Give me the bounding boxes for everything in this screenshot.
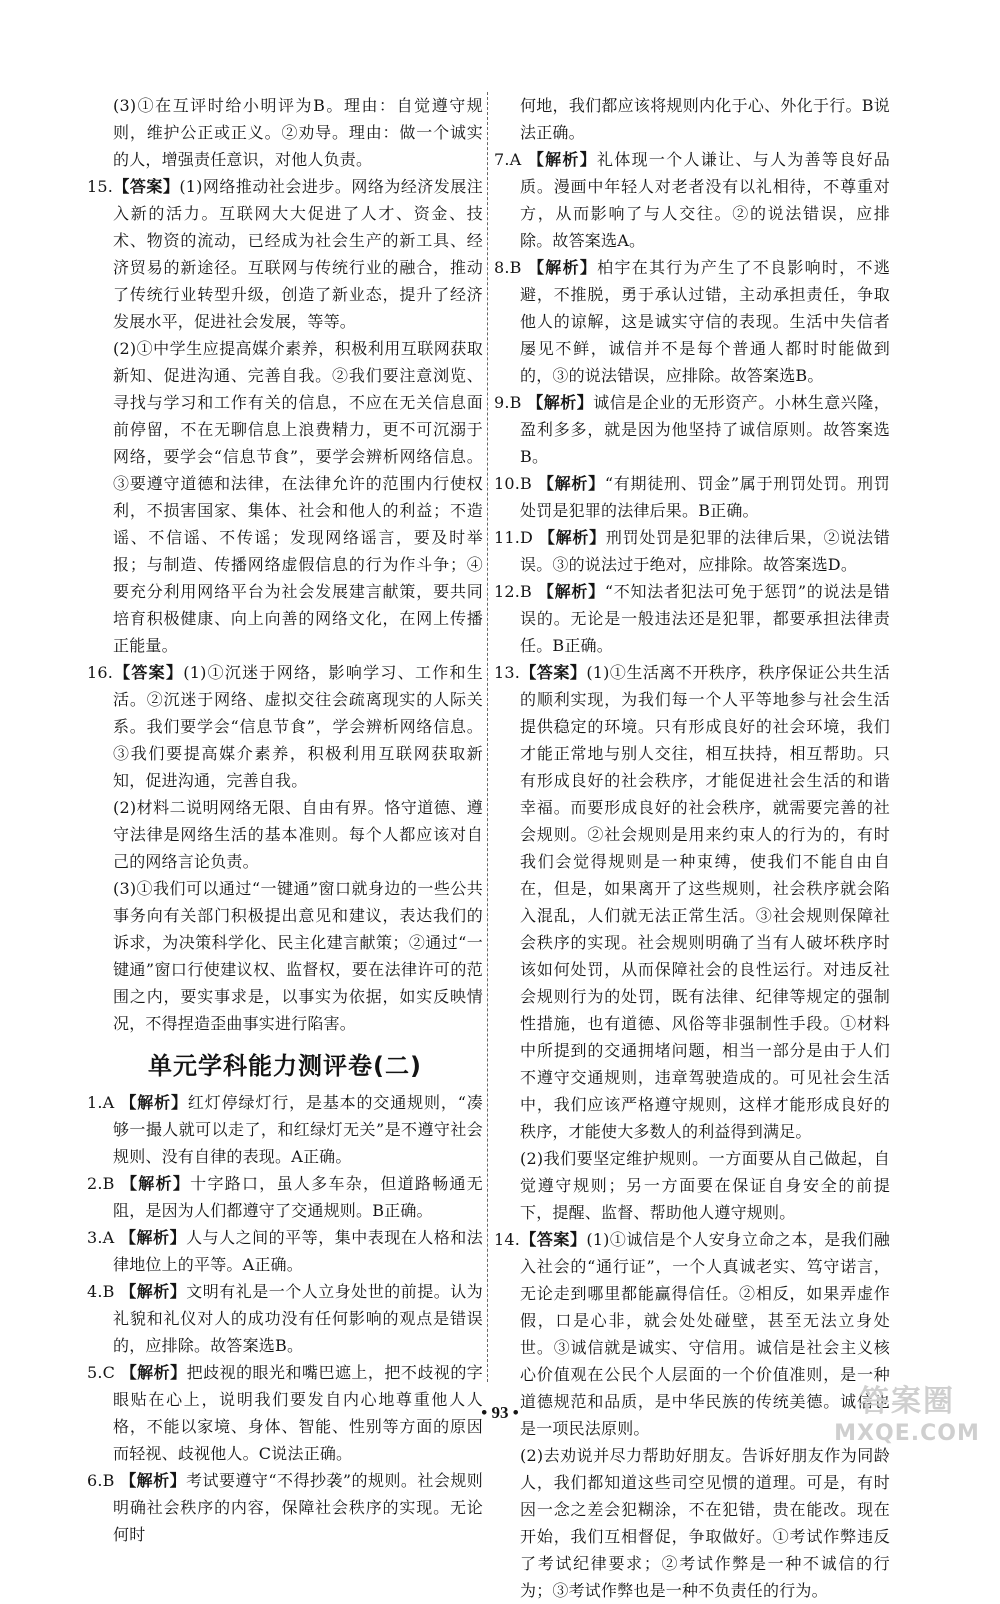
analysis-label: 【解析】 bbox=[527, 150, 598, 169]
analysis-label: 【解析】 bbox=[120, 1282, 187, 1301]
item-6-continuation: 何地，我们都应该将规则内化于心、外化于行。B说法正确。 bbox=[520, 96, 890, 142]
answer-item-2 bbox=[87, 1170, 483, 1224]
item-number: 12.B bbox=[494, 582, 533, 601]
analysis-label: 【解析】 bbox=[527, 393, 594, 412]
watermark-bottom-text: MXQE.COM bbox=[834, 1421, 980, 1446]
q15-part2-answer: (2)①中学生应提高媒介素养，积极利用互联网获取新知、促进沟通、完善自我。②我们要注意浏览、寻找与学习和工作有关的信息，不应在无关信息面前停留，不在无聊信息上浪费精力，更不可沉溺于网络，要学会“信息节食”，要学会辨析网络信息。③要遵守道德和法律，在法律允许的范围内行使权利，不损害国家、集体、社会和他人的利益；不造谣、不信谣、不传谣；发现网络谣言，要及时举报；与制造、传播网络虚假信息的行为作斗争；④要充分利用网络平台为社会发展建言献策，要共同培育积极健康、向上向善的网络文化，在网上传播正能量。 bbox=[113, 339, 483, 655]
page-number: • 93 • bbox=[481, 1403, 519, 1422]
analysis-label: 【解析】 bbox=[528, 258, 598, 277]
item-text: “有期徒刑、罚金”属于刑罚处罚。刑罚处罚是犯罪的法律后果。B正确。 bbox=[520, 474, 890, 520]
item-text: 诚信是企业的无形资产。小林生意兴隆，盈利多多，就是因为他坚持了诚信原则。故答案选B。 bbox=[520, 393, 890, 466]
answer-item-1 bbox=[87, 1089, 483, 1170]
answer-item-8 bbox=[494, 254, 890, 389]
q15-text: (1)网络推动社会进步。网络为经济发展注入新的活力。互联网大大促进了人才、资金、技术、物资的流动，已经成为社会生产的新工具、经济贸易的新途径。互联网与传统行业的融合，推动了传统行业转型升级，创造了新业态，提升了经济发展水平，促进社会发展，等等。 bbox=[113, 177, 483, 331]
item-text: 十字路口，虽人多车杂，但道路畅通无阻，是因为人们都遵守了交通规则。B正确。 bbox=[113, 1174, 483, 1220]
answer-item-7 bbox=[494, 146, 890, 254]
q16-answer bbox=[87, 659, 483, 794]
q13-number: 13. bbox=[494, 663, 521, 682]
right-column bbox=[494, 92, 890, 1604]
analysis-label: 【解析】 bbox=[120, 1093, 188, 1112]
answer-label: 【答案】 bbox=[113, 177, 180, 196]
item-text: 人与人之间的平等，集中表现在人格和法律地位上的平等。A正确。 bbox=[113, 1228, 483, 1274]
q14-number: 14. bbox=[494, 1230, 521, 1249]
item-text: 礼体现一个人谦让、与人为善等良好品质。漫画中年轻人对老者没有以礼相待，不尊重对方，从而影响了与人交往。②的说法错误，应排除。故答案选A。 bbox=[520, 150, 890, 250]
site-watermark-logo bbox=[818, 1383, 996, 1451]
q14-text: (1)①诚信是个人安身立命之本，是我们融入社会的“通行证”，一个人真诚老实、笃守诺言，无论走到哪里都能赢得信任。②相反，如果弄虚作假，口是心非，就会处处碰壁，甚至无法立身处世。③诚信就是诚实、守信用。诚信是社会主义核心价值观在公民个人层面的一个价值准则，是一种道德规范和品质，是中华民族的传统美德。诚信也是一项民法原则。 bbox=[520, 1230, 890, 1438]
item-number: 8.B bbox=[494, 258, 522, 277]
item-text: 红灯停绿灯行，是基本的交通规则，“凑够一撮人就可以走了，和红绿灯无关”是不遵守社会规则、没有自律的表现。A正确。 bbox=[113, 1093, 484, 1166]
item-number: 1.A bbox=[87, 1093, 115, 1112]
item-number: 7.A bbox=[494, 150, 522, 169]
answer-item-10 bbox=[494, 470, 890, 524]
analysis-label: 【解析】 bbox=[120, 1363, 187, 1382]
answer-label: 【答案】 bbox=[113, 663, 184, 682]
item-number: 5.C bbox=[87, 1363, 116, 1382]
item-number: 11.D bbox=[494, 528, 534, 547]
item-number: 4.B bbox=[87, 1282, 115, 1301]
q16-number: 16. bbox=[87, 663, 114, 682]
q13-text: (1)①生活离不开秩序，秩序保证公共生活的顺利实现，为我们每一个人平等地参与社会生活提供稳定的环境。只有形成良好的社会环境，我们才能正常地与别人交往，相互扶持，相互帮助。只有形成良好的社会秩序，才能促进社会生活的和谐幸福。而要形成良好的社会秩序，就需要完善的社会规则。②社会规则是用来约束人的行为的，有时我们会觉得规则是一种束缚，使我们不能自由自在，但是，如果离开了这些规则，社会秩序就会陷入混乱，人们就无法正常生活。③社会规则保障社会秩序的实现。社会规则明确了当有人破坏秩序时该如何处罚，从而保障社会的良性运行。对违反社会规则行为的处罚，既有法律、纪律等规定的强制性措施，也有道德、风俗等非强制性手段。①材料中所提到的交通拥堵问题，相当一部分是由于人们不遵守交通规则，违章驾驶造成的。可见社会生活中，我们应该严格遵守规则，这样才能形成良好的秩序，才能使大多数人的利益得到满足。 bbox=[520, 663, 890, 1141]
item-text: 柏宇在其行为产生了不良影响时，不逃避，不推脱，勇于承认过错，主动承担责任，争取他人的谅解，这是诚实守信的表现。生活中失信者屡见不鲜，诚信并不是每个普通人都时时能做到的，③的说法错误，应排除。故答案选B。 bbox=[520, 258, 890, 385]
watermark-top-text: 答案圈 bbox=[859, 1384, 955, 1419]
answer-label: 【答案】 bbox=[520, 1230, 587, 1249]
answer-item-12 bbox=[494, 578, 890, 659]
analysis-label: 【解析】 bbox=[120, 1471, 187, 1490]
left-column bbox=[87, 92, 483, 1548]
column-divider bbox=[487, 92, 488, 1382]
q15-answer bbox=[87, 173, 483, 335]
item-number: 2.B bbox=[87, 1174, 115, 1193]
analysis-label: 【解析】 bbox=[120, 1228, 187, 1247]
q16-text: (1)①沉迷于网络，影响学习、工作和生活。②沉迷于网络、虚拟交往会疏离现实的人际关系。我们要学会“信息节食”，学会辨析网络信息。③我们要提高媒介素养，积极利用互联网获取新知，促进沟通，完善自我。 bbox=[113, 663, 483, 790]
q15-number: 15. bbox=[87, 177, 114, 196]
section-title: 单元学科能力测评卷(二) bbox=[148, 1052, 422, 1080]
item-text: 把歧视的眼光和嘴巴遮上，把不歧视的字眼贴在心上，说明我们要发自内心地尊重他人人格，不能以家境、身体、智能、性别等方面的原因而轻视、歧视他人。C说法正确。 bbox=[113, 1363, 483, 1463]
item-number: 6.B bbox=[87, 1471, 115, 1490]
answer-item-3 bbox=[87, 1224, 483, 1278]
item-text: 刑罚处罚是犯罪的法律后果，②说法错误。③的说法过于绝对，应排除。故答案选D。 bbox=[520, 528, 890, 574]
item-text: 文明有礼是一个人立身处世的前提。认为礼貌和礼仪对人的成功没有任何影响的观点是错误的，应排除。故答案选B。 bbox=[113, 1282, 483, 1355]
answer-item-9 bbox=[494, 389, 890, 470]
analysis-label: 【解析】 bbox=[538, 528, 606, 547]
q13-answer bbox=[494, 659, 890, 1145]
answer-item-11 bbox=[494, 524, 890, 578]
item-number: 9.B bbox=[494, 393, 522, 412]
q13-part2-answer: (2)我们要坚定维护规则。一方面要从自己做起，自觉遵守规则；另一方面要在保证自身安全的前提下，提醒、监督、帮助他人遵守规则。 bbox=[520, 1149, 890, 1222]
answer-item-4 bbox=[87, 1278, 483, 1359]
item-number: 3.A bbox=[87, 1228, 115, 1247]
item-text: “不知法者犯法可免于惩罚”的说法是错误的。无论是一般违法还是犯罪，都要承担法律责任。B正确。 bbox=[520, 582, 890, 655]
analysis-label: 【解析】 bbox=[121, 1174, 191, 1193]
item-text: 考试要遵守“不得抄袭”的规则。社会规则明确社会秩序的内容，保障社会秩序的实现。无论何时 bbox=[113, 1471, 483, 1544]
answer-item-6 bbox=[87, 1467, 483, 1548]
item-number: 10.B bbox=[494, 474, 533, 493]
answer-label: 【答案】 bbox=[520, 663, 587, 682]
q14-part3-answer: (3)①在互评时给小明评为B。理由：自觉遵守规则，维护公正或正义。②劝导。理由：做一个诚实的人，增强责任意识，对他人负责。 bbox=[113, 96, 483, 169]
q16-part3-answer: (3)①我们可以通过“一键通”窗口就身边的一些公共事务向有关部门积极提出意见和建议，表达我们的诉求，为决策科学化、民主化建言献策；②通过“一键通”窗口行使建议权、监督权，要在法律许可的范围之内，要实事求是，以事实为依据，如实反映情况，不得捏造歪曲事实进行陷害。 bbox=[113, 879, 483, 1033]
analysis-label: 【解析】 bbox=[537, 582, 605, 601]
q16-part2-answer: (2)材料二说明网络无限、自由有界。恪守道德、遵守法律是网络生活的基本准则。每个人都应该对自己的网络言论负责。 bbox=[113, 798, 483, 871]
analysis-label: 【解析】 bbox=[537, 474, 605, 493]
q14-part2-answer: (2)去劝说并尽力帮助好朋友。告诉好朋友作为同龄人，我们都知道这些司空见惯的道理。可是，有时因一念之差会犯糊涂，不在犯错，贵在能改。现在开始，我们互相督促，争取做好。①考试作弊违反了考试纪律要求；②考试作弊是一种不诚信的行为；③考试作弊也是一种不负责任的行为。 bbox=[520, 1446, 890, 1600]
